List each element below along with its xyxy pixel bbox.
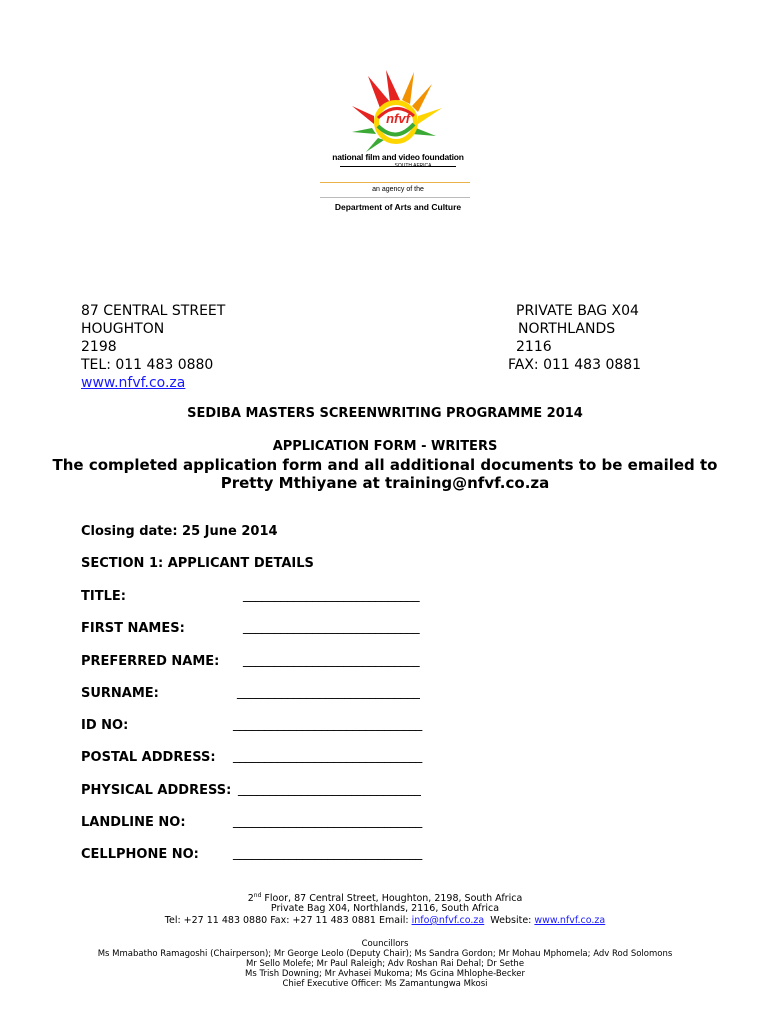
- footer-website-link[interactable]: www.nfvf.co.za: [534, 915, 606, 926]
- first-names-label: FIRST NAMES:: [81, 621, 185, 636]
- postal-address-label: POSTAL ADDRESS:: [81, 750, 216, 765]
- footer-website-label: Website:: [484, 915, 535, 926]
- councillors-line-1: Ms Mmabatho Ramagoshi (Chairperson); Mr George Leolo (Deputy Chair); Ms Sandra Gordon; Mr Mohau Mphomela; Adv Rod Solomons: [97, 949, 673, 959]
- id-no-label: ID NO:: [81, 718, 129, 733]
- logo-brand: nfvf: [386, 111, 410, 126]
- logo-org-name: national film and video foundation: [332, 152, 464, 162]
- postal-code: 2198: [81, 339, 117, 355]
- id-no-field[interactable]: ______________________________: [233, 717, 423, 732]
- preferred-name-field[interactable]: ____________________________: [243, 653, 420, 668]
- form-heading: APPLICATION FORM - WRITERS: [272, 439, 498, 454]
- physical-address-field[interactable]: _____________________________: [238, 782, 421, 797]
- logo-department: Department of Arts and Culture: [334, 202, 462, 212]
- footer-tel-fax: Tel: +27 11 483 0880 Fax: +27 11 483 0881 Email:: [164, 915, 412, 926]
- councillors-line-3: Ms Trish Downing; Mr Avhasei Mukoma; Ms Gcina Mhlophe-Becker: [245, 969, 525, 979]
- logo-grey-line: [320, 197, 470, 198]
- street: 87 CENTRAL STREET: [81, 303, 226, 319]
- postal-address-field[interactable]: ______________________________: [233, 749, 423, 764]
- suburb: HOUGHTON: [81, 321, 165, 337]
- surname-label: SURNAME:: [81, 686, 159, 701]
- councillors-line-2: Mr Sello Molefe; Mr Paul Raleigh; Adv Roshan Rai Dehal; Dr Sethe: [245, 959, 525, 969]
- nfvf-logo: [318, 66, 478, 216]
- instruction-line-2: Pretty Mthiyane at training@nfvf.co.za: [220, 474, 550, 492]
- landline-label: LANDLINE NO:: [81, 815, 186, 830]
- footer-email-link[interactable]: info@nfvf.co.za: [411, 915, 485, 926]
- address-right: [508, 302, 642, 374]
- footer-address-line-2: Private Bag X04, Northlands, 2116, South Africa: [270, 903, 500, 914]
- title-field[interactable]: ____________________________: [243, 588, 420, 603]
- footer-contact-line: [0, 915, 770, 927]
- private-bag: PRIVATE BAG X04: [516, 303, 639, 319]
- address-left: [81, 302, 225, 392]
- cellphone-field[interactable]: ______________________________: [233, 846, 423, 861]
- floor-number: 2: [247, 893, 254, 905]
- preferred-name-label: PREFERRED NAME:: [81, 654, 220, 669]
- landline-field[interactable]: ______________________________: [233, 814, 423, 829]
- logo-agency: an agency of the: [372, 186, 424, 193]
- title-label: TITLE:: [81, 589, 126, 604]
- logo-gold-line: [320, 182, 470, 183]
- floor-superscript: nd: [253, 892, 262, 899]
- fax: FAX: 011 483 0881: [508, 357, 642, 373]
- logo-country: SOUTH AFRICA: [394, 163, 432, 169]
- cellphone-label: CELLPHONE NO:: [81, 847, 199, 862]
- suburb-right: NORTHLANDS: [518, 321, 616, 337]
- closing-date: Closing date: 25 June 2014: [81, 524, 278, 539]
- councillors-title: Councillors: [361, 939, 409, 949]
- section-heading: SECTION 1: APPLICANT DETAILS: [81, 556, 314, 571]
- floor-address: Floor, 87 Central Street, Houghton, 2198, South Africa: [261, 893, 523, 905]
- postal-code-right: 2116: [516, 339, 552, 355]
- physical-address-label: PHYSICAL ADDRESS:: [81, 783, 232, 798]
- website-link[interactable]: www.nfvf.co.za: [81, 375, 186, 391]
- surname-field[interactable]: _____________________________: [237, 685, 420, 700]
- instruction-line-1: The completed application form and all additional documents to be emailed to: [52, 456, 718, 474]
- first-names-field[interactable]: ____________________________: [243, 620, 420, 635]
- programme-heading: SEDIBA MASTERS SCREENWRITING PROGRAMME 2014: [187, 406, 583, 421]
- telephone: TEL: 011 483 0880: [81, 357, 214, 373]
- ceo-line: Chief Executive Officer: Ms Zamantungwa Mkosi: [282, 979, 488, 989]
